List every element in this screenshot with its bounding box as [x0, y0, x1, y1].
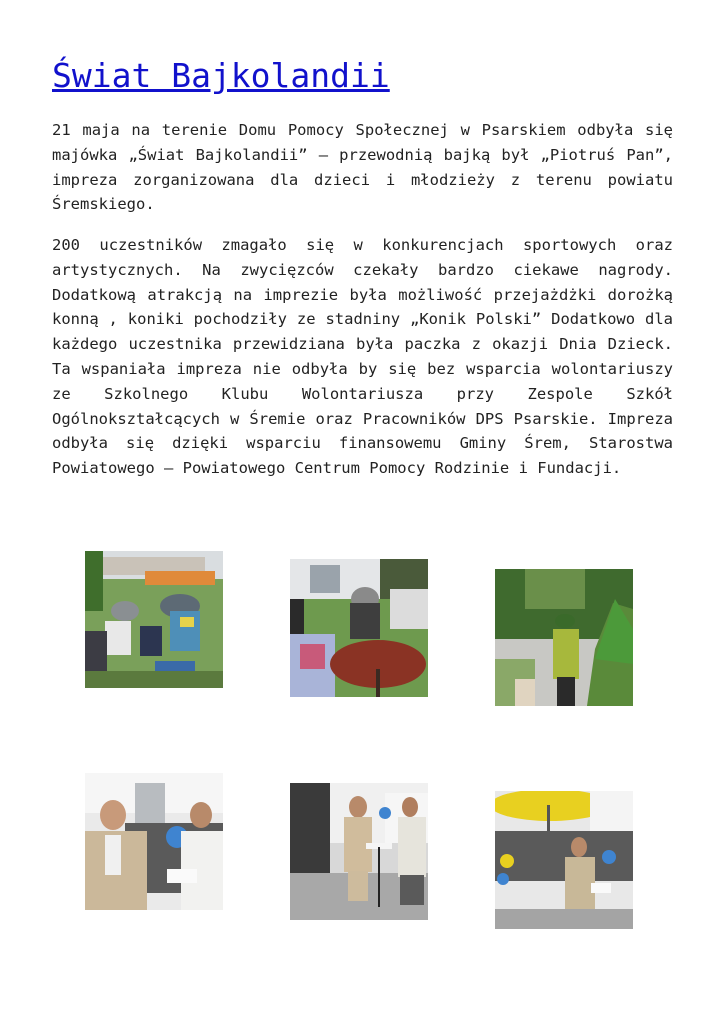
event-photo-seated-guests[interactable] [290, 559, 428, 697]
event-photo-speaker-balloon[interactable] [85, 773, 223, 910]
event-photo-umbrella-speaker[interactable] [495, 791, 633, 929]
article-paragraph-2: 200 uczestników zmagało się w konkurencjach sportowych oraz artystycznych. Na zwycięzców czekały bardzo ciekawe nagrody. Dodatkową atrakcją na imprezie była możliwość przejażdżki dorożką konną , koniki pochodziły ze stadniny „Konik Polski” Dodatkowo dla każdego uczestnika przewidziana była paczka z okazji Dnia Dzieck. Ta wspaniała impreza nie odbyła by się bez wsparcia wolontariuszy ze Szkolnego Klubu Wolontariusza przy Zespole Szkół Ogólnokształcących w Śremie oraz Pracowników DPS Psarskie. Impreza odbyła się dzięki wsparciu finansowemu Gminy Śrem, Starostwa Powiatowego – Powiatowego Centrum Pomocy Rodzinie i Fundacji. [52, 236, 673, 478]
article-paragraph-1: 21 maja na terenie Domu Pomocy Społecznej w Psarskiem odbyła się majówka „Świat Bajkolandii” – przewodnią bajką był „Piotruś Pan”, impreza zorganizowana dla dzieci i młodzieży z terenu powiatu Śremskiego. [52, 121, 673, 214]
event-photo-peter-pan[interactable] [495, 569, 633, 706]
event-photo-speakers-podium[interactable] [290, 783, 428, 920]
article-title-link[interactable]: Świat Bajkolandii [52, 56, 390, 95]
event-photo-crowd-garden[interactable] [85, 551, 223, 688]
